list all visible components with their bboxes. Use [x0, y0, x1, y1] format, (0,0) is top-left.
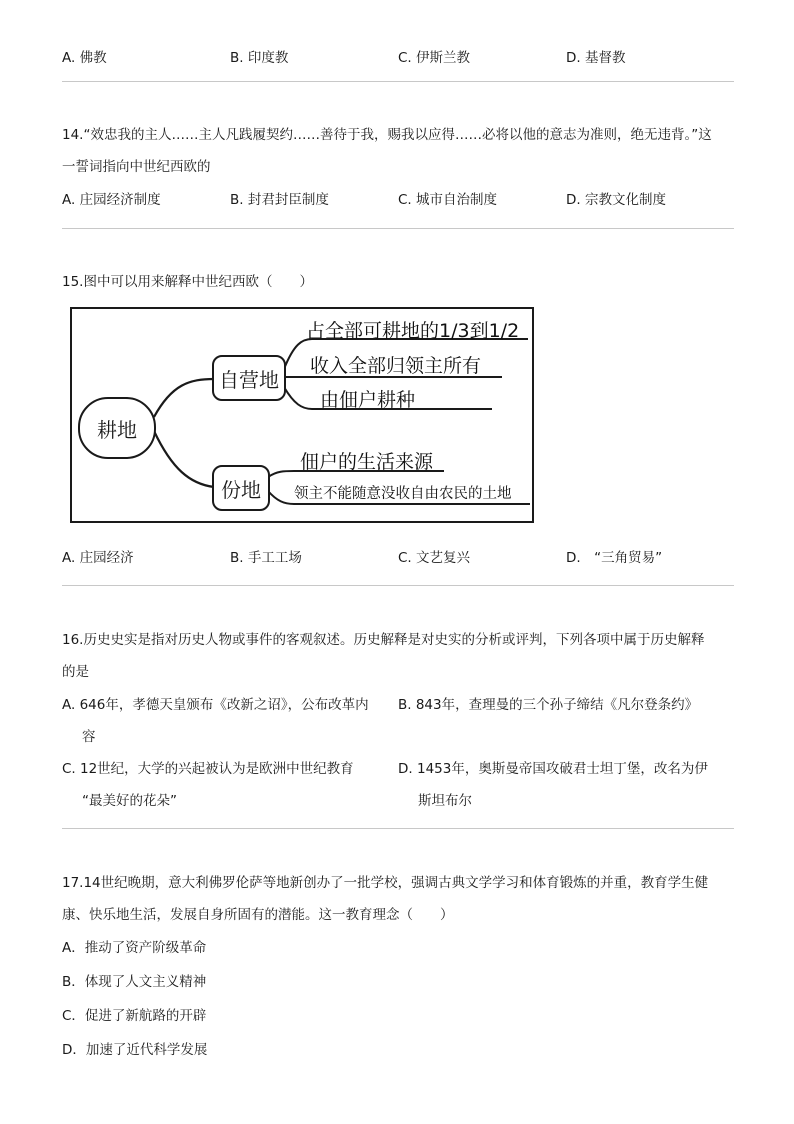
divider	[62, 81, 734, 82]
q17-option-a[interactable]: A．推动了资产阶级革命	[62, 940, 207, 956]
q16-option-d[interactable]: D. 1453年，奥斯曼帝国攻破君士坦丁堡，改名为伊	[398, 761, 708, 777]
diagram-branch-node	[212, 355, 286, 401]
diagram-branch1-label: 自营地	[219, 367, 279, 392]
q16-stem-line2: 的是	[62, 664, 89, 680]
q16-option-d-cont: 斯坦布尔	[418, 793, 472, 809]
q13-option-a[interactable]: A. 佛教	[62, 50, 107, 66]
q13-option-c[interactable]: C. 伊斯兰教	[398, 50, 471, 66]
q15-stem: 15.图中可以用来解释中世纪西欧（ ）	[62, 274, 313, 290]
q16-option-b[interactable]: B. 843年，查理曼的三个孙子缔结《凡尔登条约》	[398, 697, 699, 713]
q17-stem-line1: 17.14世纪晚期，意大利佛罗伦萨等地新创办了一批学校，强调古典文学学习和体育锻炼的并重，教育学生健	[62, 875, 709, 891]
diagram-branch-node	[212, 465, 270, 511]
diagram-item: 佃户的生活来源	[300, 451, 434, 473]
q13-option-d[interactable]: D. 基督教	[566, 50, 626, 66]
diagram-item: 由佃户耕种	[320, 389, 416, 411]
q14-stem-line2: 一誓词指向中世纪西欧的	[62, 159, 211, 175]
q15-option-b[interactable]: B. 手工工场	[230, 550, 302, 566]
q15-option-c[interactable]: C. 文艺复兴	[398, 550, 471, 566]
q13-option-b[interactable]: B. 印度教	[230, 50, 289, 66]
diagram-item: 领主不能随意没收自由农民的土地	[294, 486, 512, 502]
divider	[62, 228, 734, 229]
q17-stem-line2: 康、快乐地生活，发展自身所固有的潜能。这一教育理念（ ）	[62, 907, 454, 923]
diagram-branch2-label: 份地	[221, 477, 261, 502]
q17-option-c[interactable]: C．促进了新航路的开辟	[62, 1008, 207, 1024]
q14-option-a[interactable]: A. 庄园经济制度	[62, 192, 161, 208]
diagram-item: 收入全部归领主所有	[310, 355, 482, 377]
q14-option-c[interactable]: C. 城市自治制度	[398, 192, 498, 208]
q16-stem-line1: 16.历史史实是指对历史人物或事件的客观叙述。历史解释是对史实的分析或评判，下列各项中属于历史解释	[62, 632, 705, 648]
q16-option-a-cont: 容	[82, 729, 96, 745]
q14-option-d[interactable]: D. 宗教文化制度	[566, 192, 666, 208]
q15-option-a[interactable]: A. 庄园经济	[62, 550, 134, 566]
q14-stem-line1: 14.“效忠我的主人……主人凡践履契约……善待于我，赐我以应得……必将以他的意志为准则，绝无违背。”这	[62, 127, 712, 143]
q17-option-b[interactable]: B．体现了人文主义精神	[62, 974, 207, 990]
q15-option-d[interactable]: D. “三角贸易”	[566, 550, 663, 566]
divider	[62, 828, 734, 829]
diagram-root-node	[78, 397, 156, 459]
diagram-root-label: 耕地	[97, 417, 137, 442]
q17-option-d[interactable]: D．加速了近代科学发展	[62, 1042, 208, 1058]
q14-option-b[interactable]: B. 封君封臣制度	[230, 192, 329, 208]
q15-concept-diagram	[70, 307, 534, 523]
q16-option-c[interactable]: C. 12世纪，大学的兴起被认为是欧洲中世纪教育	[62, 761, 354, 777]
q16-option-a[interactable]: A. 646年，孝德天皇颁布《改新之诏》，公布改革内	[62, 697, 369, 713]
divider	[62, 585, 734, 586]
q16-option-c-cont: “最美好的花朵”	[82, 793, 177, 809]
diagram-item: 占全部可耕地的1/3到1/2	[306, 320, 520, 342]
